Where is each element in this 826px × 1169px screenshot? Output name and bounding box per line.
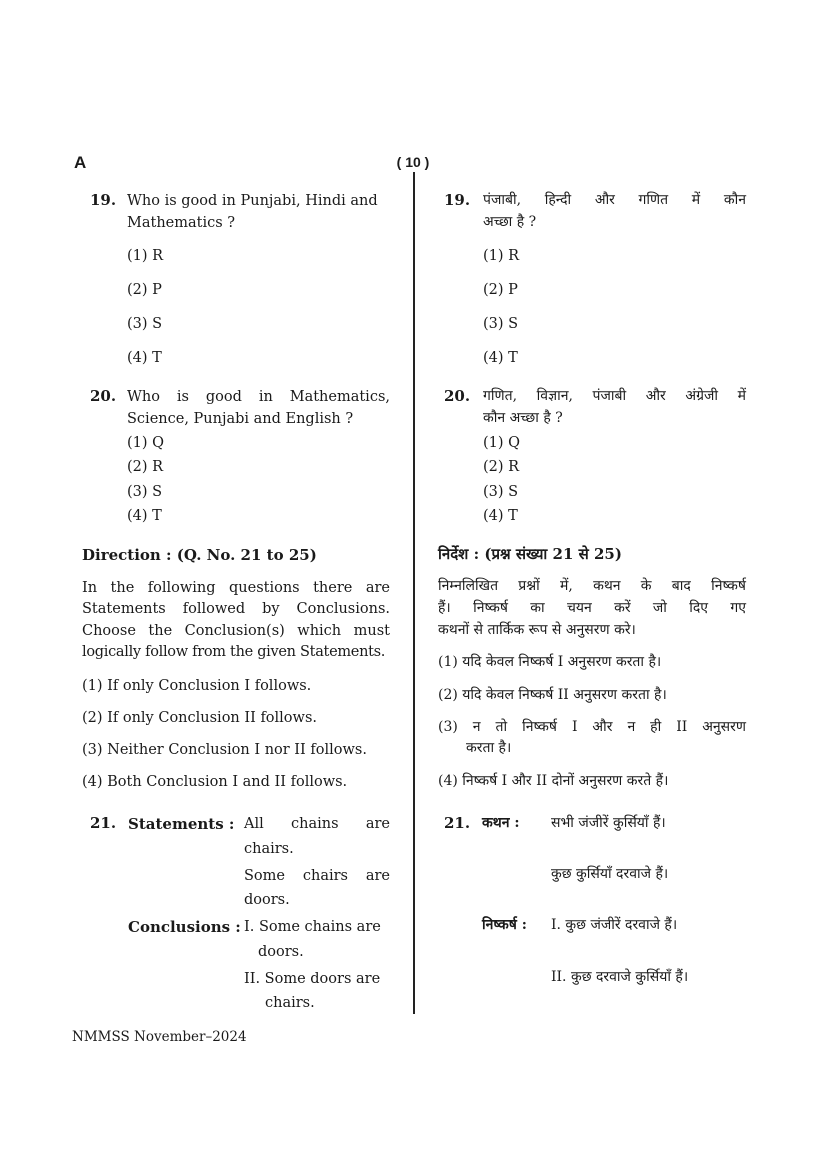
direction-choice: (3) न तो निष्कर्ष I और न ही II अनुसरण xyxy=(438,719,746,735)
option: (2) R xyxy=(483,459,520,475)
direction-choice: (3) Neither Conclusion I nor II follows. xyxy=(82,742,367,758)
statement: Some chairs are xyxy=(244,868,390,884)
statement: doors. xyxy=(244,892,290,908)
question-text: Who is good in Mathematics, xyxy=(127,389,390,405)
option: (1) R xyxy=(127,248,164,264)
option: (3) S xyxy=(483,484,519,500)
option: (2) P xyxy=(483,282,518,298)
direction-text: Choose the Conclusion(s) which must xyxy=(82,623,390,639)
statement: कुछ कुर्सियाँ दरवाजे हैं। xyxy=(551,866,669,882)
direction-text: In the following questions there are xyxy=(82,580,390,596)
statements-label: Statements : xyxy=(128,815,235,833)
question-text: गणित, विज्ञान, पंजाबी और अंग्रेजी में xyxy=(483,388,746,404)
question-text: कौन अच्छा है ? xyxy=(483,410,563,426)
question-text: Science, Punjabi and English ? xyxy=(127,411,354,427)
conclusion: doors. xyxy=(258,944,304,960)
direction-heading: Direction : (Q. No. 21 to 25) xyxy=(82,546,317,564)
direction-text: हैं। निष्कर्ष का चयन करें जो दिए गए xyxy=(438,600,746,616)
conclusions-label: Conclusions : xyxy=(128,918,241,936)
direction-text: Statements followed by Conclusions. xyxy=(82,601,390,617)
question-number: 21. xyxy=(90,814,117,832)
conclusion: chairs. xyxy=(265,995,315,1011)
question-number: 20. xyxy=(90,387,117,405)
statements-label: कथन : xyxy=(482,815,520,831)
conclusion: I. Some chains are xyxy=(244,919,381,935)
direction-choice: (1) यदि केवल निष्कर्ष I अनुसरण करता है। xyxy=(438,654,662,670)
direction-choice: (4) Both Conclusion I and II follows. xyxy=(82,774,348,790)
option: (4) T xyxy=(127,350,162,366)
question-number: 19. xyxy=(90,191,117,209)
question-text: Mathematics ? xyxy=(127,215,236,231)
question-number: 20. xyxy=(444,387,471,405)
question-text: अच्छा है ? xyxy=(483,214,537,230)
conclusion: II. Some doors are xyxy=(244,971,381,987)
option: (3) S xyxy=(127,316,163,332)
direction-heading: निर्देश : (प्रश्न संख्या 21 से 25) xyxy=(438,545,622,563)
question-text: पंजाबी, हिन्दी और गणित में कौन xyxy=(483,192,746,208)
option: (1) Q xyxy=(127,435,165,451)
series-code: A xyxy=(74,153,87,172)
option: (2) P xyxy=(127,282,162,298)
footer-exam-name: NMMSS November–2024 xyxy=(72,1029,247,1045)
question-number: 19. xyxy=(444,191,471,209)
direction-choice: (2) If only Conclusion II follows. xyxy=(82,710,318,726)
statement: सभी जंजीरें कुर्सियाँ हैं। xyxy=(551,815,666,831)
statement: chairs. xyxy=(244,841,294,857)
option: (3) S xyxy=(483,316,519,332)
question-number: 21. xyxy=(444,814,471,832)
option: (4) T xyxy=(483,350,518,366)
direction-choice: (4) निष्कर्ष I और II दोनों अनुसरण करते हैं। xyxy=(438,773,669,789)
option: (1) Q xyxy=(483,435,521,451)
direction-choice: करता है। xyxy=(466,740,512,756)
direction-text: logically follow from the given Statements. xyxy=(82,644,386,660)
statement: All chains are xyxy=(244,816,390,832)
column-divider xyxy=(413,172,415,1014)
question-text: Who is good in Punjabi, Hindi and xyxy=(127,193,378,209)
direction-choice: (2) यदि केवल निष्कर्ष II अनुसरण करता है। xyxy=(438,687,667,703)
direction-choice: (1) If only Conclusion I follows. xyxy=(82,678,312,694)
conclusion: II. कुछ दरवाजे कुर्सियाँ हैं। xyxy=(551,969,689,985)
direction-text: निम्नलिखित प्रश्नों में, कथन के बाद निष्कर्ष xyxy=(438,578,746,594)
conclusion: I. कुछ जंजीरें दरवाजे हैं। xyxy=(551,917,678,933)
page-number: ( 10 ) xyxy=(396,154,430,170)
option: (2) R xyxy=(127,459,164,475)
option: (4) T xyxy=(127,508,162,524)
direction-text: कथनों से तार्किक रूप से अनुसरण करे। xyxy=(438,622,636,638)
option: (3) S xyxy=(127,484,163,500)
conclusions-label: निष्कर्ष : xyxy=(482,917,527,933)
option: (4) T xyxy=(483,508,518,524)
option: (1) R xyxy=(483,248,520,264)
